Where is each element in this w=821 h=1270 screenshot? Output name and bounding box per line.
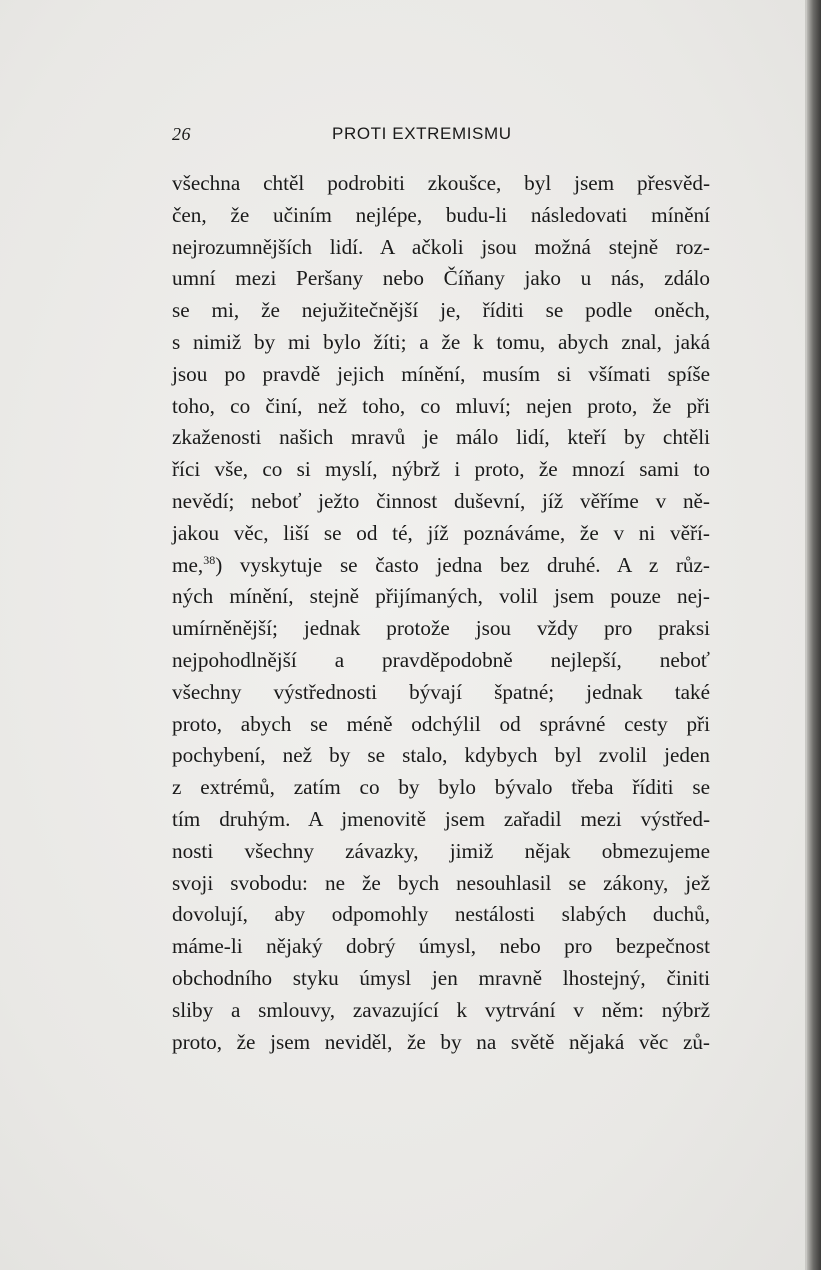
text-line: umírněnější; jednak protože jsou vždy pro praksi xyxy=(172,616,710,641)
body-text xyxy=(172,168,710,1058)
text-line: umní mezi Peršany nebo Číňany jako u nás, zdálo xyxy=(172,266,710,291)
page-binding-edge xyxy=(807,0,821,1270)
text-line: obchodního styku úmysl jen mravně lhostejný, činiti xyxy=(172,965,710,990)
page-number: 26 xyxy=(172,124,191,144)
text-fragment: ) vyskytuje se často jedna bez druhé. A z růz- xyxy=(215,552,710,577)
text-line: s nimiž by mi bylo žíti; a že k tomu, abych znal, jaká xyxy=(172,329,710,354)
text-line: nejrozumnějších lidí. A ačkoli jsou možná stejně roz- xyxy=(172,234,710,259)
text-line: svoji svobodu: ne že bych nesouhlasil se zákony, jež xyxy=(172,870,710,895)
text-line: z extrémů, zatím co by bylo bývalo třeba říditi se xyxy=(172,775,710,800)
text-line: nejpohodlnější a pravděpodobně nejlepší, neboť xyxy=(172,647,710,672)
text-line: máme-li nějaký dobrý úmysl, nebo pro bezpečnost xyxy=(172,934,710,959)
text-line: sliby a smlouvy, zavazující k vytrvání v něm: nýbrž xyxy=(172,997,710,1022)
text-fragment: me, xyxy=(172,552,204,577)
text-line: nosti všechny závazky, jimiž nějak obmezujeme xyxy=(172,838,710,863)
text-line: tím druhým. A jmenovitě jsem zařadil mezi výstřed- xyxy=(172,806,710,831)
running-head: PROTI EXTREMISMU xyxy=(332,124,512,143)
footnote-marker: 38 xyxy=(203,552,216,567)
text-line: proto, že jsem neviděl, že by na světě nějaká věc zů- xyxy=(172,1029,710,1054)
text-line: ných mínění, stejně přijímaných, volil jsem pouze nej- xyxy=(172,584,710,609)
text-line: toho, co činí, než toho, co mluví; nejen proto, že při xyxy=(172,393,710,418)
text-line: dovolují, aby odpomohly nestálosti slabých duchů, xyxy=(172,902,710,927)
text-line: zkaženosti našich mravů je málo lidí, kteří by chtěli xyxy=(172,425,710,450)
text-line: pochybení, než by se stalo, kdybych byl zvolil jeden xyxy=(172,743,710,768)
page-header xyxy=(172,121,710,147)
text-line: čen, že učiním nejlépe, budu-li následovati mínění xyxy=(172,202,710,227)
text-line: proto, abych se méně odchýlil od správné cesty při xyxy=(172,711,710,736)
text-line: jsou po pravdě jejich mínění, musím si všímati spíše xyxy=(172,361,710,386)
text-line: všechny výstřednosti bývají špatné; jednak také xyxy=(172,679,710,704)
text-line-with-footnote xyxy=(172,550,710,582)
text-line: říci vše, co si myslí, nýbrž i proto, že mnozí sami to xyxy=(172,457,710,482)
text-line: nevědí; neboť ježto činnost duševní, jíž věříme v ně- xyxy=(172,488,710,513)
text-line: jakou věc, liší se od té, jíž poznáváme, že v ni věří- xyxy=(172,520,710,545)
text-line: všechna chtěl podrobiti zkoušce, byl jsem přesvěd- xyxy=(172,171,710,195)
text-line: se mi, že nejužitečnější je, říditi se podle oněch, xyxy=(172,298,710,323)
